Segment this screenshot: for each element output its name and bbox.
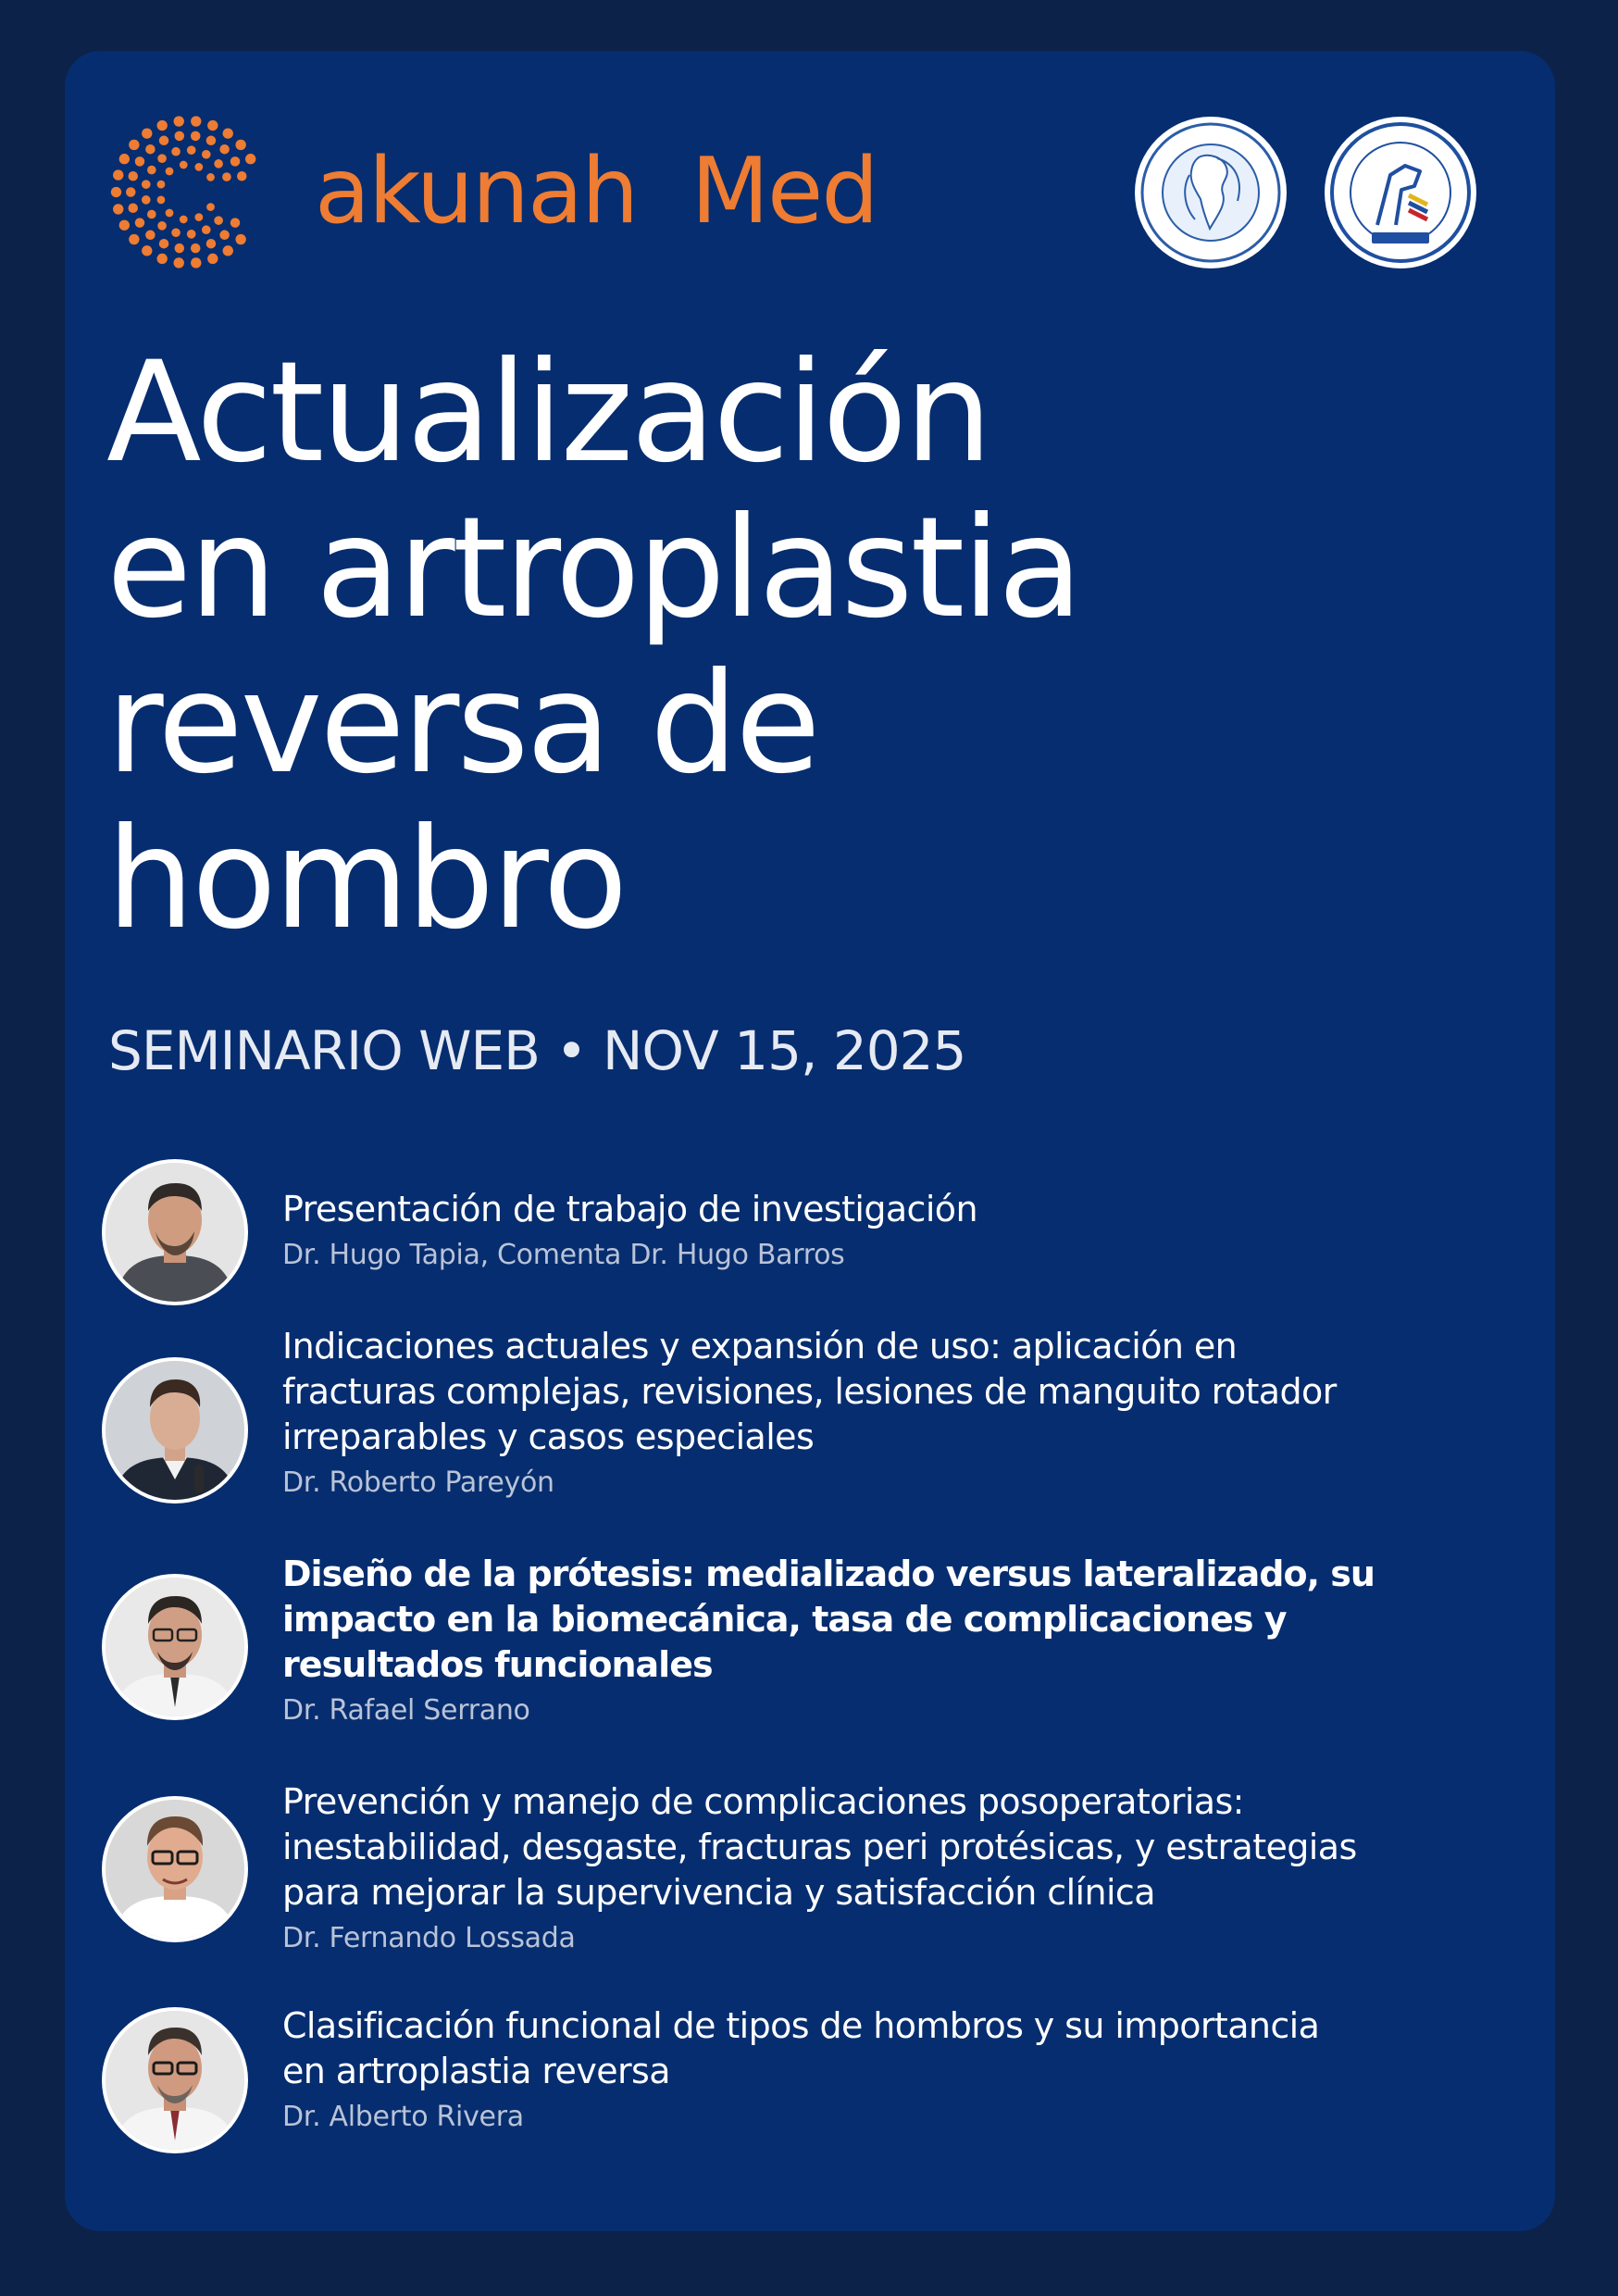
logo-dot	[202, 225, 211, 234]
latin-american-society-seal-icon	[1134, 116, 1288, 269]
talk-title-line: Presentación de trabajo de investigación	[282, 1189, 977, 1229]
speaker-name: Dr. Alberto Rivera	[282, 2101, 524, 2133]
speaker-avatar-icon	[102, 1357, 248, 1504]
logo-dot	[191, 131, 201, 142]
logo-dot	[159, 239, 169, 249]
logo-dot	[187, 230, 196, 239]
talk-title-line: Diseño de la prótesis: medializado versus lateralizado, su	[282, 1554, 1375, 1594]
brand-name: akunah Med	[315, 139, 877, 244]
page-title	[106, 332, 1476, 960]
talk-title-line: impacto en la biomecánica, tasa de complicaciones y	[282, 1599, 1287, 1640]
dotted-circle-logo-icon	[106, 111, 268, 273]
logo-dot	[214, 216, 223, 225]
logo-dot	[142, 195, 151, 205]
speaker-name: Dr. Roberto Pareyón	[282, 1466, 554, 1499]
talk-title-line: fracturas complejas, revisiones, lesiones de manguito rotador	[282, 1371, 1337, 1412]
logo-dot	[180, 216, 188, 224]
logo-dot	[111, 187, 121, 197]
logo-dot	[166, 168, 174, 176]
speaker-name: Dr. Hugo Tapia, Comenta Dr. Hugo Barros	[282, 1239, 845, 1271]
logo-dot	[166, 209, 174, 218]
logo-dot	[129, 234, 139, 244]
logo-dot	[206, 203, 215, 211]
talk-title-line: para mejorar la supervivencia y satisfacción clínica	[282, 1872, 1155, 1913]
logo-dot	[142, 245, 152, 256]
logo-dot	[157, 120, 168, 131]
logo-dot	[119, 154, 130, 164]
logo-dot	[230, 218, 241, 228]
logo-dot	[223, 245, 233, 256]
logo-dot	[157, 154, 167, 163]
logo-dot	[235, 234, 245, 244]
logo-dot	[175, 131, 185, 142]
logo-dot	[145, 231, 156, 241]
logo-dot	[194, 163, 203, 171]
logo-dot	[191, 257, 201, 268]
speaker-avatar-icon	[102, 1574, 248, 1720]
logo-dot	[175, 243, 185, 254]
talk-title-line: en artroplastia reversa	[282, 2051, 670, 2091]
agenda-text	[282, 1187, 1513, 1273]
logo-dot	[135, 218, 145, 228]
talk-title-line: irreparables y casos especiales	[282, 1416, 815, 1457]
talk-title	[282, 1552, 1513, 1688]
speaker-avatar-icon	[102, 1796, 248, 1942]
logo-dot	[159, 136, 169, 146]
logo-dot	[147, 166, 156, 175]
title-line: Actualización	[106, 332, 990, 493]
logo-dot	[191, 116, 201, 126]
agenda-text	[282, 1552, 1513, 1728]
logo-dot	[128, 171, 138, 181]
logo-dot	[180, 161, 188, 169]
event-date-line: SEMINARIO WEB • NOV 15, 2025	[108, 1019, 966, 1082]
logo-dot	[142, 128, 152, 138]
logo-dot	[174, 257, 184, 268]
talk-title-line: Prevención y manejo de complicaciones posoperatorias:	[282, 1781, 1244, 1822]
logo-dot	[126, 187, 136, 197]
logo-dot	[235, 140, 245, 150]
logo-dot	[206, 173, 215, 181]
talk-title	[282, 1324, 1513, 1460]
logo-dot	[157, 181, 166, 189]
logo-dot	[206, 239, 217, 249]
logo-dot	[147, 210, 156, 219]
logo-dot	[207, 254, 218, 264]
logo-dot	[157, 221, 167, 231]
logo-dot	[157, 254, 168, 264]
logo-dot	[219, 144, 230, 155]
agenda-text	[282, 1779, 1513, 1956]
logo-dot	[202, 150, 211, 159]
logo-dot	[157, 196, 166, 205]
logo-dot	[219, 231, 230, 241]
title-line: en artroplastia	[106, 488, 1080, 649]
logo-dot	[128, 204, 138, 214]
agenda-text	[282, 2003, 1513, 2135]
logo-dot	[171, 228, 180, 237]
talk-title	[282, 1779, 1513, 1915]
logo-dot	[207, 120, 218, 131]
logo-dot	[214, 159, 223, 168]
logo-dot	[113, 169, 123, 180]
logo-dot	[174, 116, 184, 126]
speaker-avatar-icon	[102, 1159, 248, 1305]
talk-title	[282, 2003, 1513, 2094]
logo-dot	[187, 145, 196, 155]
logo-dot	[135, 156, 145, 167]
logo-dot	[191, 243, 201, 254]
logo-dot	[119, 220, 130, 231]
talk-title-line: Indicaciones actuales y expansión de uso: aplicación en	[282, 1326, 1238, 1366]
logo-dot	[129, 140, 139, 150]
title-line: hombro	[106, 799, 626, 960]
speaker-avatar-icon	[102, 2007, 248, 2153]
logo-dot	[230, 156, 241, 167]
logo-dot	[145, 144, 156, 155]
agenda-text	[282, 1324, 1513, 1501]
talk-title-line: Clasificación funcional de tipos de hombros y su importancia	[282, 2005, 1320, 2046]
title-line: reversa de	[106, 643, 818, 805]
logo-dot	[223, 128, 233, 138]
logo-dot	[237, 171, 247, 181]
talk-title-line: inestabilidad, desgaste, fracturas peri protésicas, y estrategias	[282, 1827, 1357, 1867]
talk-title-line: resultados funcionales	[282, 1644, 713, 1685]
logo-dot	[222, 172, 231, 181]
logo-dot	[245, 154, 255, 164]
logo-dot	[171, 147, 180, 156]
speaker-name: Dr. Rafael Serrano	[282, 1694, 530, 1727]
logo-dot	[113, 204, 123, 214]
talk-title	[282, 1187, 1513, 1232]
logo-dot	[206, 136, 217, 146]
speaker-name: Dr. Fernando Lossada	[282, 1922, 576, 1954]
logo-dot	[194, 213, 203, 221]
ecuadorian-society-seal-icon	[1324, 116, 1477, 269]
logo-dot	[142, 180, 151, 189]
